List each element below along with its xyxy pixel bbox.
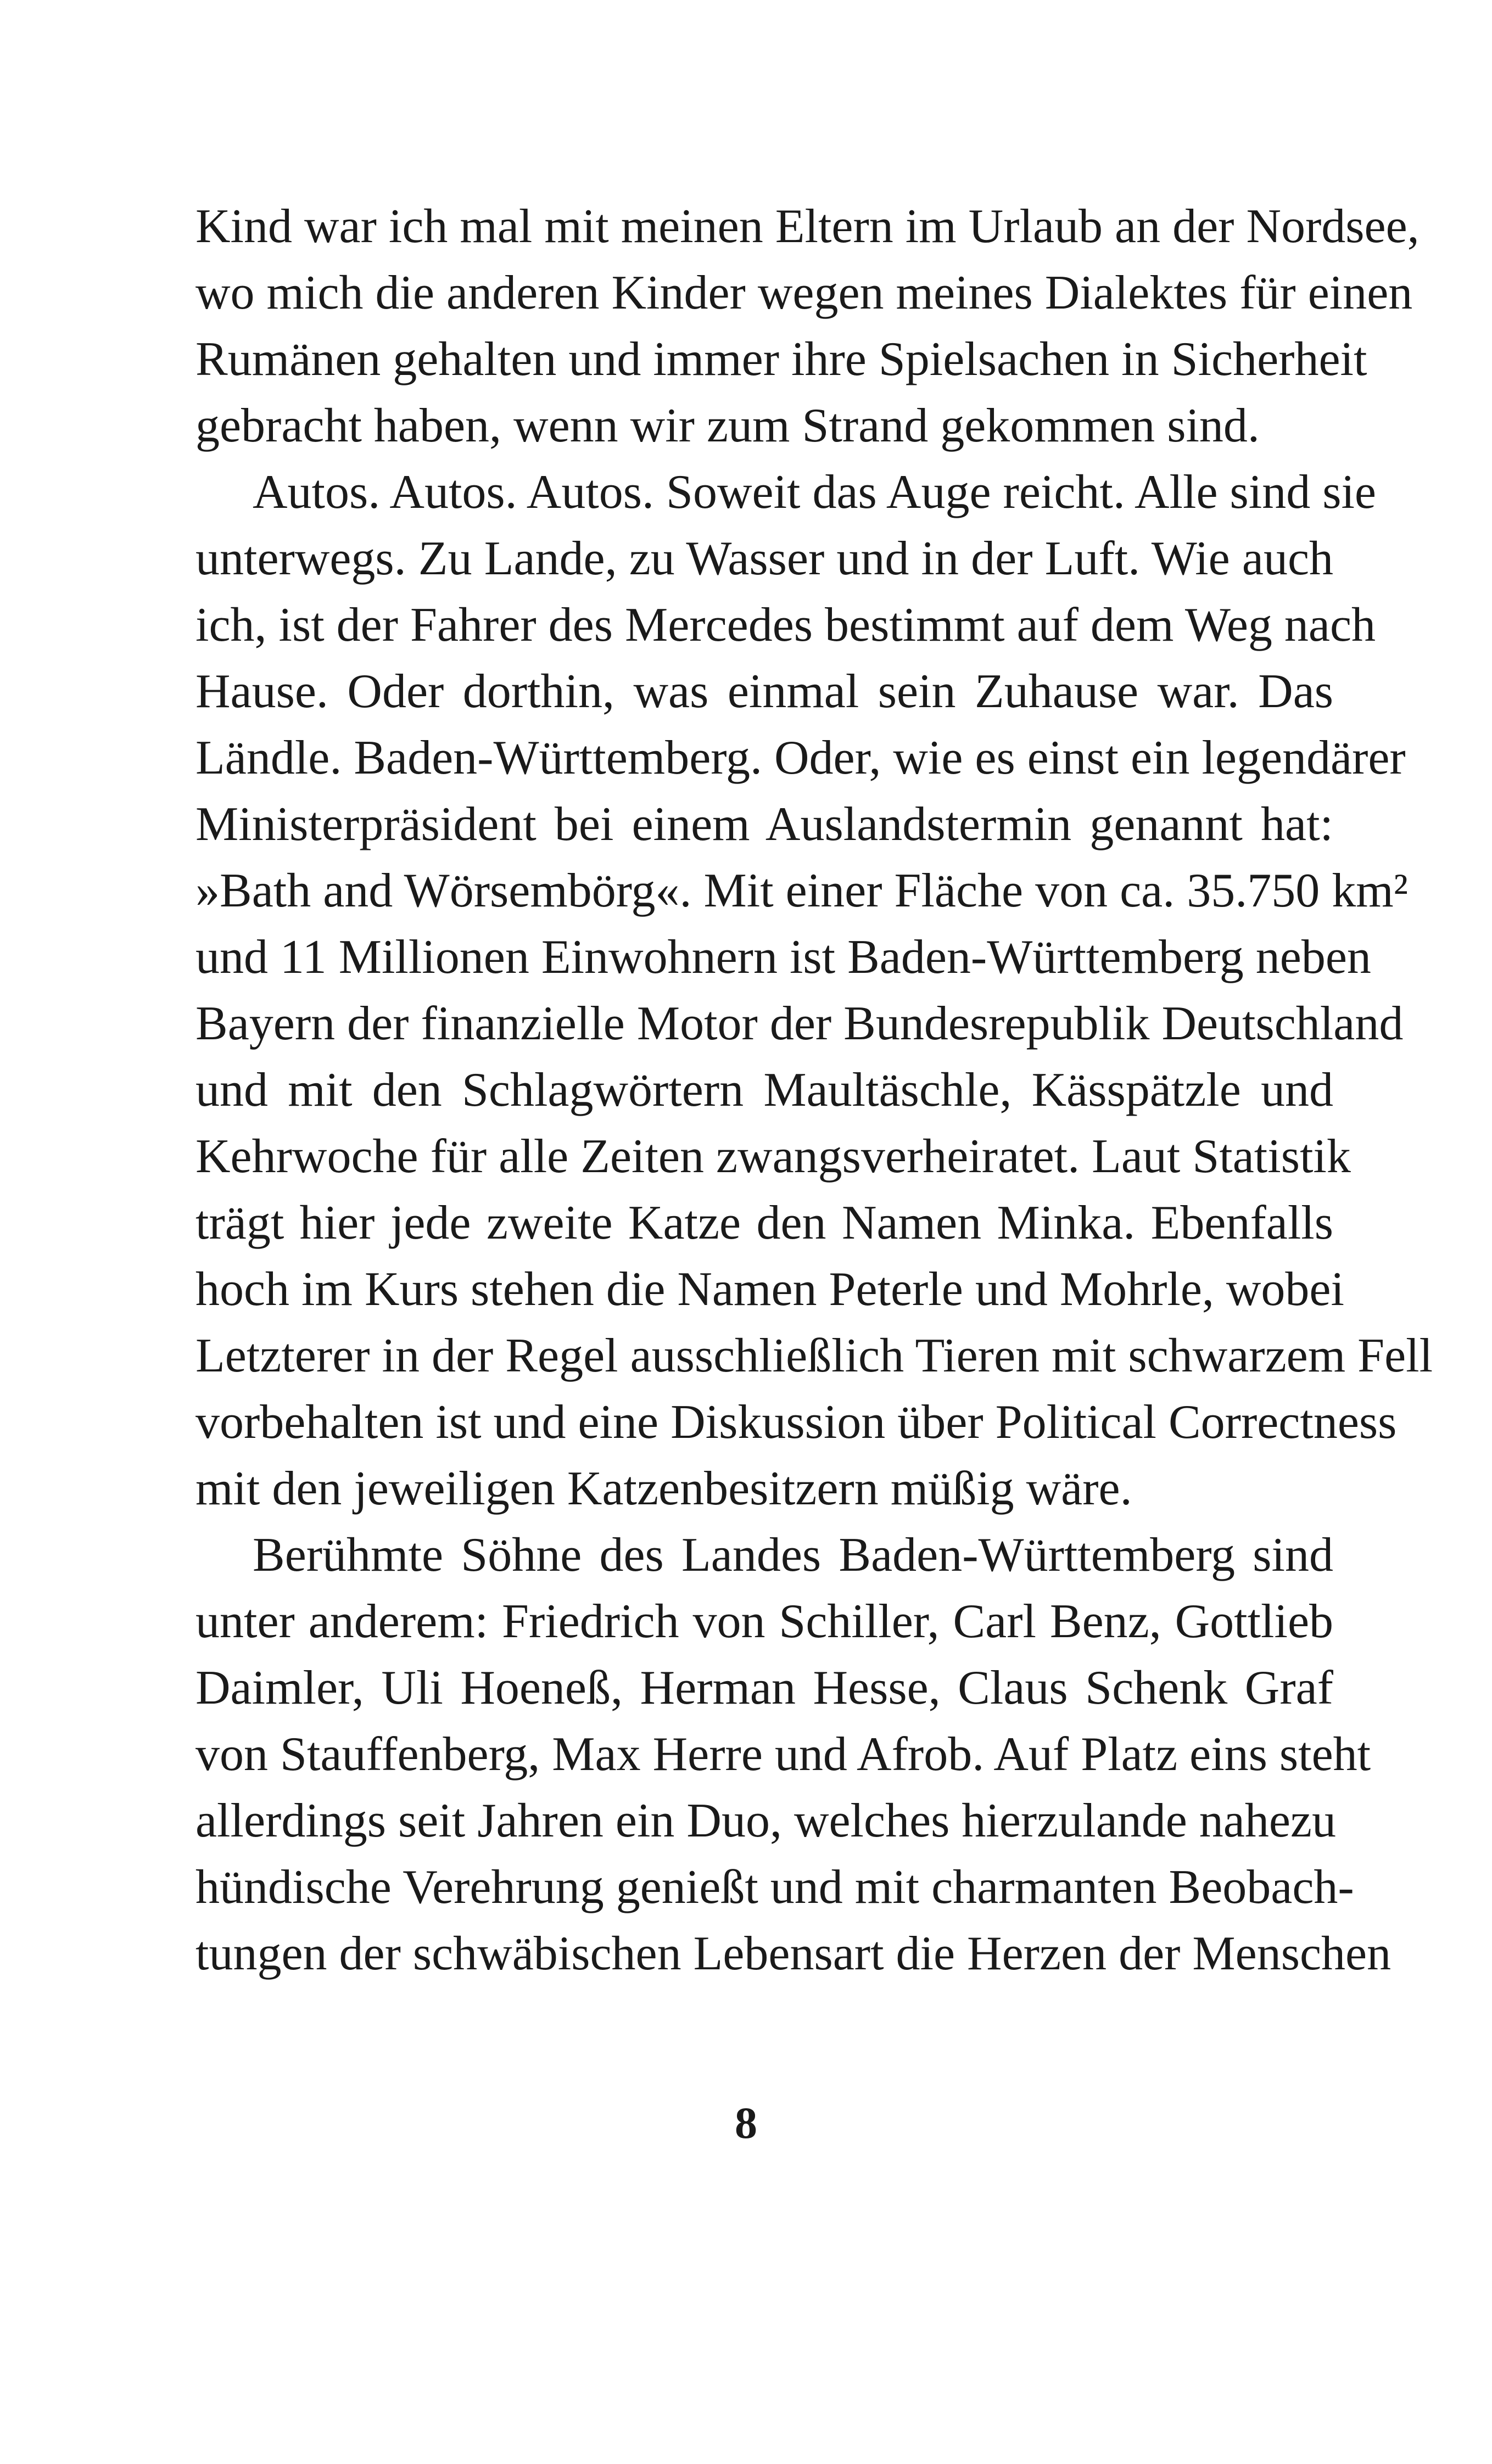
text-line: Kind war ich mal mit meinen Eltern im Urlaub an der Nordsee,: [195, 200, 1420, 253]
text-line: gebracht haben, wenn wir zum Strand gekommen sind.: [195, 399, 1260, 452]
text-line: Autos. Autos. Autos. Soweit das Auge reicht. Alle sind sie: [253, 466, 1376, 519]
text-line: Rumänen gehalten und immer ihre Spielsachen in Sicherheit: [195, 333, 1367, 386]
text-line: Berühmte Söhne des Landes Baden-Württemberg sind: [253, 1528, 1333, 1582]
text-line: mit den jeweiligen Katzenbesitzern müßig wäre.: [195, 1462, 1132, 1515]
text-line: unter anderem: Friedrich von Schiller, Carl Benz, Gottlieb: [195, 1595, 1333, 1648]
text-line: Bayern der finanzielle Motor der Bundesrepublik Deutschland: [195, 997, 1404, 1050]
text-line: trägt hier jede zweite Katze den Namen Minka. Ebenfalls: [195, 1196, 1333, 1250]
text-line: von Stauffenberg, Max Herre und Afrob. Auf Platz eins steht: [195, 1728, 1371, 1781]
text-line: allerdings seit Jahren ein Duo, welches hierzulande nahezu: [195, 1794, 1336, 1847]
text-line: tungen der schwäbischen Lebensart die Herzen der Menschen: [195, 1927, 1392, 1980]
page-number: 8: [735, 2098, 757, 2148]
text-line: Daimler, Uli Hoeneß, Herman Hesse, Claus Schenk Graf: [195, 1661, 1333, 1715]
text-line: wo mich die anderen Kinder wegen meines Dialektes für einen: [195, 266, 1413, 320]
text-line: Letzterer in der Regel ausschließlich Tieren mit schwarzem Fell: [195, 1329, 1433, 1382]
text-line: Ländle. Baden-Württemberg. Oder, wie es einst ein legendärer: [195, 731, 1406, 785]
text-line: Ministerpräsident bei einem Auslandstermin genannt hat:: [195, 798, 1333, 851]
text-line: unterwegs. Zu Lande, zu Wasser und in der Luft. Wie auch: [195, 532, 1333, 585]
text-line: und mit den Schlagwörtern Maultäschle, Kässpätzle und: [195, 1063, 1333, 1117]
body-text: [195, 193, 1433, 1987]
text-line: hündische Verehrung genießt und mit charmanten Beobach-: [195, 1861, 1354, 1914]
text-line: Kehrwoche für alle Zeiten zwangsverheiratet. Laut Statistik: [195, 1130, 1351, 1183]
text-line: hoch im Kurs stehen die Namen Peterle und Mohrle, wobei: [195, 1263, 1344, 1316]
text-line: »Bath and Wörsembörg«. Mit einer Fläche von ca. 35.750 km²: [195, 864, 1409, 917]
text-line: vorbehalten ist und eine Diskussion über Political Correctness: [195, 1396, 1397, 1449]
text-line: Hause. Oder dorthin, was einmal sein Zuhause war. Das: [195, 665, 1333, 718]
text-line: ich, ist der Fahrer des Mercedes bestimmt auf dem Weg nach: [195, 598, 1376, 652]
text-line: und 11 Millionen Einwohnern ist Baden-Württemberg neben: [195, 931, 1371, 984]
